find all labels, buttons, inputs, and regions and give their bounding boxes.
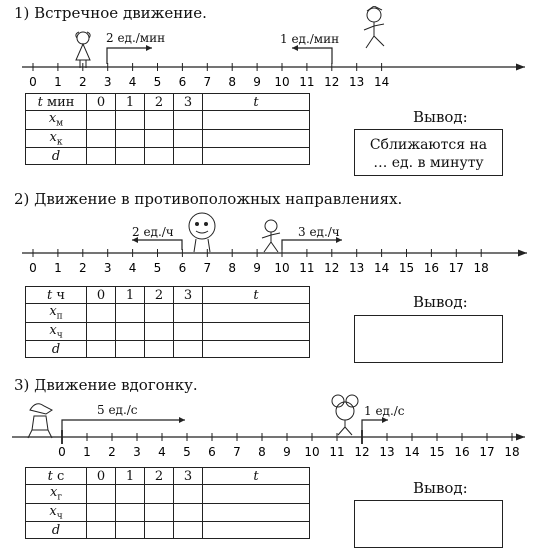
tick-label: 3 xyxy=(133,445,141,459)
tick-label: 5 xyxy=(183,445,191,459)
tick-label: 11 xyxy=(299,75,315,89)
conclusion-line: Сближаются на xyxy=(369,137,488,153)
blank-cell[interactable] xyxy=(87,503,116,522)
tick-label: 18 xyxy=(504,445,520,459)
tick-label: 3 xyxy=(103,75,112,89)
blank-cell[interactable] xyxy=(116,503,145,522)
tick-label: 5 xyxy=(153,261,162,275)
tick-label: 3 xyxy=(103,261,112,275)
col-header: 2 xyxy=(145,94,174,111)
tick-label: 8 xyxy=(228,75,237,89)
tick-label: 2 xyxy=(78,261,87,275)
tick-label: 1 xyxy=(83,445,91,459)
row-label: d xyxy=(26,522,87,539)
section-3-table xyxy=(25,467,310,539)
tick-label: 17 xyxy=(448,261,464,275)
section-2-right-speed-label: 3 ед./ч xyxy=(298,225,340,239)
blank-cell[interactable] xyxy=(145,522,174,539)
tick-label: 0 xyxy=(58,445,66,459)
tick-label: 1 xyxy=(54,75,62,89)
section-1-left-speed-label: 2 ед./мин xyxy=(106,31,166,45)
tick-label: 12 xyxy=(324,75,340,89)
tick-label: 13 xyxy=(379,445,395,459)
tick-label: 9 xyxy=(283,445,291,459)
tick-label: 16 xyxy=(423,261,440,275)
tick-label: 0 xyxy=(29,75,37,89)
tick-label: 7 xyxy=(203,75,212,89)
blank-cell[interactable] xyxy=(203,485,310,504)
tick-label: 10 xyxy=(274,75,290,89)
tick-label: 9 xyxy=(253,261,261,275)
col-header: 1 xyxy=(116,468,145,485)
blank-cell[interactable] xyxy=(203,522,310,539)
section-3-right-speed-label: 1 ед./с xyxy=(364,404,405,418)
tick-label: 4 xyxy=(158,445,166,459)
section-3-conclusion-box[interactable] xyxy=(354,500,503,548)
tick-label: 9 xyxy=(253,75,261,89)
section-2-conclusion-label: Вывод: xyxy=(413,293,468,311)
conclusion-line: … ед. в минуту xyxy=(373,155,484,171)
row-label: $x_п$ xyxy=(26,304,87,323)
tick-label: 14 xyxy=(373,75,390,89)
blank-cell[interactable] xyxy=(116,485,145,504)
col-header: 2 xyxy=(145,468,174,485)
blank-cell[interactable] xyxy=(87,522,116,539)
section-1-conclusion-label: Вывод: xyxy=(413,108,468,126)
tick-label: 10 xyxy=(274,261,290,275)
col-header: 1 xyxy=(116,287,145,304)
time-header-cell: t с xyxy=(26,468,87,485)
tick-label: 10 xyxy=(304,445,320,459)
blank-cell[interactable] xyxy=(174,522,203,539)
blank-cell[interactable] xyxy=(145,503,174,522)
section-3-left-speed-label: 5 ед./с xyxy=(97,403,138,417)
tick-label: 17 xyxy=(479,445,495,459)
col-header: 1 xyxy=(116,94,145,111)
col-header: t xyxy=(203,94,310,111)
col-header: t xyxy=(203,468,310,485)
blank-cell[interactable] xyxy=(203,503,310,522)
blank-cell[interactable] xyxy=(145,485,174,504)
row-label: d xyxy=(26,148,87,165)
time-header-cell: t ч xyxy=(26,287,87,304)
blank-cell[interactable] xyxy=(174,485,203,504)
row-label: $x_ч$ xyxy=(26,503,87,522)
tick-label: 7 xyxy=(233,445,241,459)
row-label: $x_г$ xyxy=(26,485,87,504)
tick-label: 5 xyxy=(153,75,162,89)
row-label: $x_к$ xyxy=(26,129,87,148)
tick-label: 4 xyxy=(128,261,137,275)
tick-label: 15 xyxy=(398,261,415,275)
tick-label: 12 xyxy=(354,445,370,459)
time-header-cell: t мин xyxy=(26,94,87,111)
tick-label: 14 xyxy=(373,261,390,275)
col-header: 0 xyxy=(87,468,116,485)
tick-label: 1 xyxy=(54,261,62,275)
section-3-conclusion-label: Вывод: xyxy=(413,479,468,497)
table-row xyxy=(26,503,310,522)
col-header: t xyxy=(203,287,310,304)
tick-label: 14 xyxy=(404,445,420,459)
col-header: 2 xyxy=(145,287,174,304)
table-row xyxy=(26,522,310,539)
tick-label: 16 xyxy=(454,445,470,459)
table-row xyxy=(26,485,310,504)
col-header: 0 xyxy=(87,287,116,304)
tick-label: 7 xyxy=(203,261,212,275)
tick-label: 6 xyxy=(208,445,216,459)
section-3-title: 3) Движение вдогонку. xyxy=(14,376,198,394)
tick-label: 4 xyxy=(128,75,137,89)
tick-label: 6 xyxy=(178,75,187,89)
tick-label: 6 xyxy=(178,261,187,275)
blank-cell[interactable] xyxy=(87,485,116,504)
tick-label: 11 xyxy=(299,261,315,275)
section-2-left-speed-label: 2 ед./ч xyxy=(132,225,174,239)
tick-label: 12 xyxy=(324,261,340,275)
table-header-row xyxy=(26,468,310,485)
tick-label: 15 xyxy=(429,445,445,459)
tick-label: 0 xyxy=(29,261,37,275)
section-2-title: 2) Движение в противоположных направлениях. xyxy=(14,190,403,208)
tick-label: 13 xyxy=(349,75,365,89)
row-label: $x_ч$ xyxy=(26,322,87,341)
tick-label: 8 xyxy=(258,445,266,459)
col-header: 3 xyxy=(174,94,203,111)
section-1-right-speed-label: 1 ед./мин xyxy=(280,32,340,46)
blank-cell[interactable] xyxy=(174,503,203,522)
tick-label: 2 xyxy=(108,445,116,459)
blank-cell[interactable] xyxy=(116,522,145,539)
col-header: 0 xyxy=(87,94,116,111)
row-label: d xyxy=(26,341,87,358)
tick-label: 11 xyxy=(329,445,345,459)
col-header: 3 xyxy=(174,287,203,304)
col-header: 3 xyxy=(174,468,203,485)
row-label: $x_м$ xyxy=(26,111,87,130)
tick-label: 8 xyxy=(228,261,237,275)
tick-label: 13 xyxy=(349,261,365,275)
tick-label: 18 xyxy=(473,261,489,275)
section-1-title: 1) Встречное движение. xyxy=(14,4,207,22)
tick-label: 2 xyxy=(78,75,87,89)
